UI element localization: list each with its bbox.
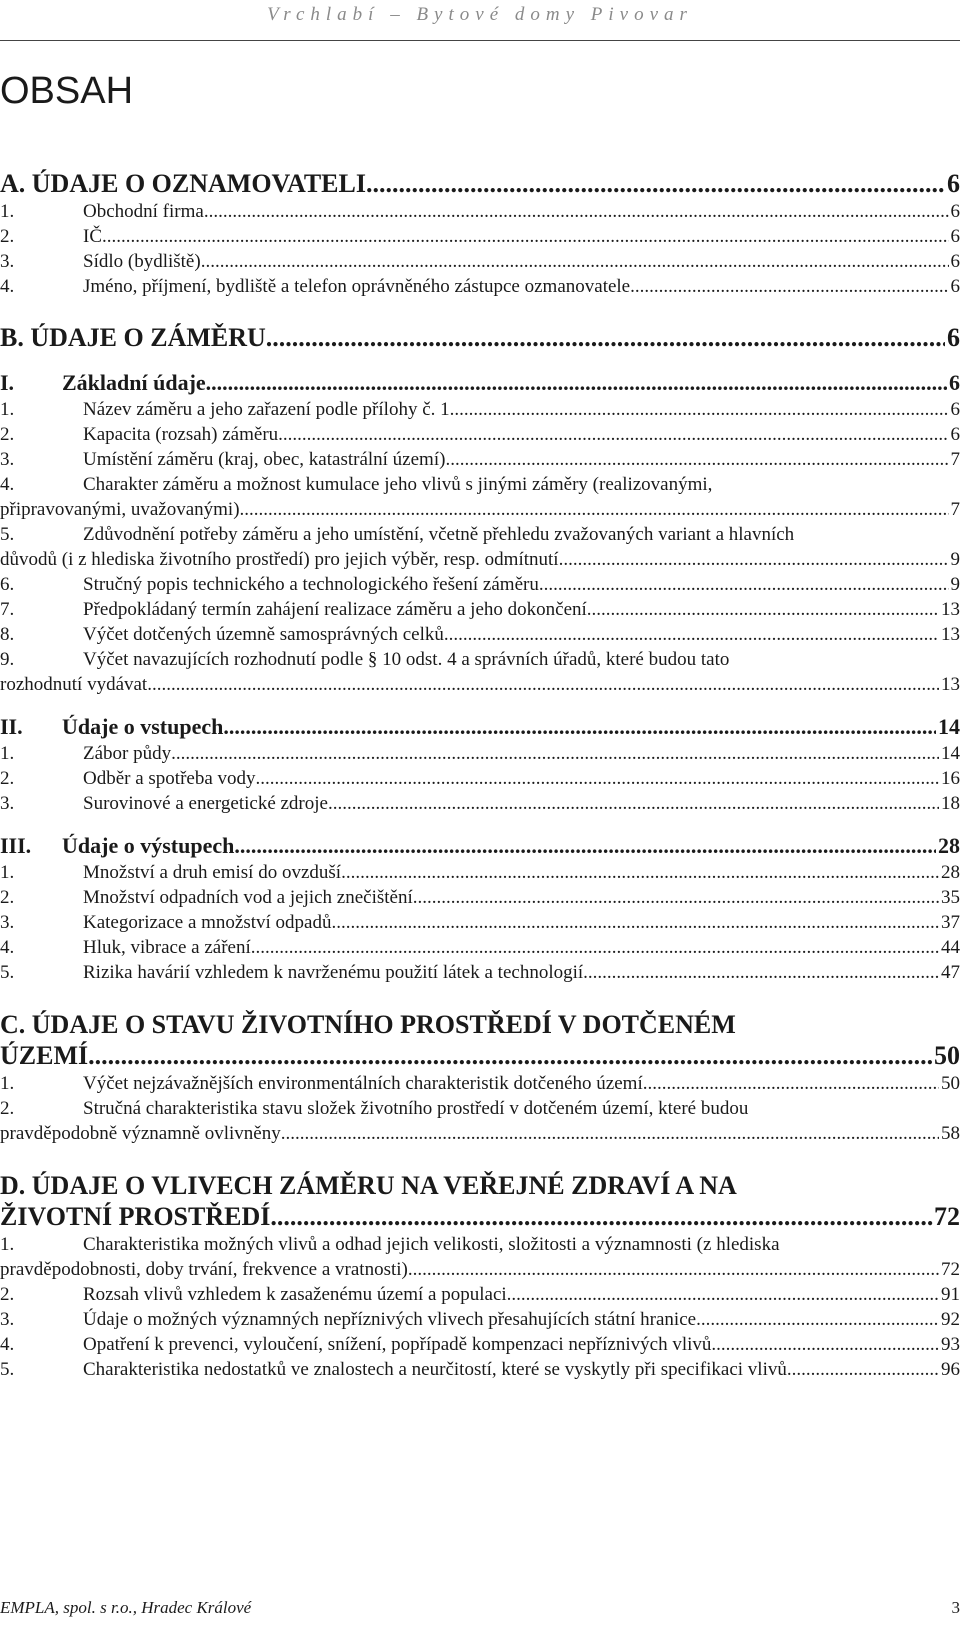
toc-entry[interactable]: 4. Charakter záměru a možnost kumulace jeho vlivů s jinými záměry (realizovanými, připravovanými, uvažovanými) ..... 7 — [0, 472, 960, 522]
toc-entry[interactable]: 7. Předpokládaný termín zahájení realizace záměru a jeho dokončení ..... 13 — [0, 597, 960, 622]
toc-entry[interactable]: 1. Název záměru a jeho zařazení podle přílohy č. 1 ..... 6 — [0, 397, 960, 422]
toc-subsection-iii[interactable]: III. Údaje o výstupech ..... 28 — [0, 832, 960, 860]
toc-section-d[interactable]: D. ÚDAJE O VLIVECH ZÁMĚRU NA VEŘEJNÉ ZDRAVÍ A NA ŽIVOTNÍ PROSTŘEDÍ ..... 72 — [0, 1170, 960, 1232]
footer-company: EMPLA, spol. s r.o., Hradec Králové — [0, 1598, 252, 1617]
toc-entry[interactable]: 3. Sídlo (bydliště) ..... 6 — [0, 249, 960, 274]
toc-entry[interactable]: 3. Umístění záměru (kraj, obec, katastrální území) ..... 7 — [0, 447, 960, 472]
toc-entry[interactable]: 1. Zábor půdy ..... 14 — [0, 741, 960, 766]
toc-section-a[interactable]: A. ÚDAJE O OZNAMOVATELI ..... 6 — [0, 169, 960, 199]
header-rule — [0, 40, 960, 41]
toc-entry[interactable]: 1. Obchodní firma ..... 6 — [0, 199, 960, 224]
footer-page-number: 3 — [951, 1598, 960, 1617]
toc-entry[interactable]: 5. Rizika havárií vzhledem k navrženému použití látek a technologií ..... 47 — [0, 960, 960, 985]
toc-entry[interactable]: 4. Opatření k prevenci, vyloučení, snížení, popřípadě kompenzaci nepříznivých vlivů ..... 93 — [0, 1332, 960, 1357]
toc-entry[interactable]: 1. Výčet nejzávažnějších environmentálních charakteristik dotčeného území ..... 50 — [0, 1071, 960, 1096]
toc-entry[interactable]: 2. Množství odpadních vod a jejich znečištění ..... 35 — [0, 885, 960, 910]
toc-entry[interactable]: 4. Jméno, příjmení, bydliště a telefon oprávněného zástupce ozmanovatele ..... 6 — [0, 274, 960, 299]
toc-entry[interactable]: 5. Charakteristika nedostatků ve znalostech a neurčitostí, které se vyskytly při specifikaci vlivů ..... 96 — [0, 1357, 960, 1382]
toc-entry[interactable]: 5. Zdůvodnění potřeby záměru a jeho umístění, včetně přehledu zvažovaných variant a hlavních důvodů (i z hlediska životního prostředí) pro jejich výběr, resp. odmítnutí ..... 9 — [0, 522, 960, 572]
running-header: Vrchlabí – Bytové domy Pivovar — [267, 4, 693, 25]
toc-subsection-ii[interactable]: II. Údaje o vstupech ..... 14 — [0, 713, 960, 741]
table-of-contents — [0, 169, 960, 1382]
toc-entry[interactable]: 2. Kapacita (rozsah) záměru ..... 6 — [0, 422, 960, 447]
toc-entry[interactable]: 2. Stručná charakteristika stavu složek životního prostředí v dotčeném území, které budou pravděpodobně významně ovlivněny ..... 58 — [0, 1096, 960, 1146]
toc-subsection-i[interactable]: I. Základní údaje ..... 6 — [0, 369, 960, 397]
toc-entry[interactable]: 9. Výčet navazujících rozhodnutí podle § 10 odst. 4 a správních úřadů, které budou tato rozhodnutí vydávat ..... 13 — [0, 647, 960, 697]
page-title: OBSAH — [0, 70, 134, 112]
toc-entry[interactable]: 2. Rozsah vlivů vzhledem k zasaženému území a populaci ..... 91 — [0, 1282, 960, 1307]
toc-entry[interactable]: 4. Hluk, vibrace a záření ..... 44 — [0, 935, 960, 960]
toc-entry[interactable]: 3. Surovinové a energetické zdroje ..... 18 — [0, 791, 960, 816]
toc-entry[interactable]: 2. IČ ..... 6 — [0, 224, 960, 249]
toc-section-c[interactable]: C. ÚDAJE O STAVU ŽIVOTNÍHO PROSTŘEDÍ V DOTČENÉM ÚZEMÍ ..... 50 — [0, 1009, 960, 1071]
toc-entry[interactable]: 3. Údaje o možných významných nepříznivých vlivech přesahujících státní hranice ..... 92 — [0, 1307, 960, 1332]
toc-section-b[interactable]: B. ÚDAJE O ZÁMĚRU ..... 6 — [0, 323, 960, 353]
toc-entry[interactable]: 3. Kategorizace a množství odpadů ..... 37 — [0, 910, 960, 935]
toc-entry[interactable]: 2. Odběr a spotřeba vody ..... 16 — [0, 766, 960, 791]
toc-entry[interactable]: 1. Množství a druh emisí do ovzduší ..... 28 — [0, 860, 960, 885]
toc-entry[interactable]: 1. Charakteristika možných vlivů a odhad jejich velikosti, složitosti a významnosti (z hlediska pravděpodobnosti, doby trvání, frekvence a vratnosti) ..... 72 — [0, 1232, 960, 1282]
toc-entry[interactable]: 8. Výčet dotčených územně samosprávných celků ..... 13 — [0, 622, 960, 647]
toc-entry[interactable]: 6. Stručný popis technického a technologického řešení záměru ..... 9 — [0, 572, 960, 597]
